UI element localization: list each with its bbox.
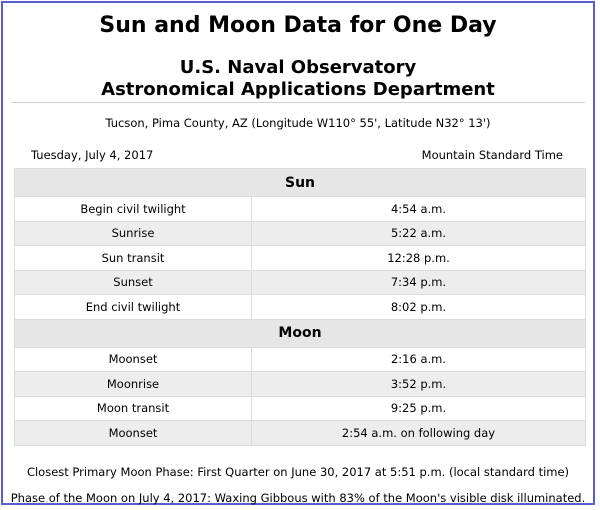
row-value: 8:02 p.m.: [252, 295, 586, 320]
table-row: [15, 270, 586, 295]
sun-heading: Sun: [15, 169, 586, 197]
row-value: 3:52 p.m.: [252, 372, 586, 397]
row-value: 4:54 a.m.: [252, 197, 586, 222]
closest-moon-phase: Closest Primary Moon Phase: First Quarter on June 30, 2017 at 5:51 p.m. (local standard time): [26, 465, 570, 479]
timezone-text: Mountain Standard Time: [421, 148, 563, 162]
row-label: Moonset: [15, 421, 252, 446]
org-name: U.S. Naval Observatory: [179, 57, 417, 78]
row-label: End civil twilight: [15, 295, 252, 320]
section-header-moon: [15, 319, 586, 347]
moon-phase-today: Phase of the Moon on July 4, 2017: Waxing Gibbous with 83% of the Moon's visible disk illuminated.: [10, 491, 586, 505]
table-row: [15, 246, 586, 271]
row-value: 5:22 a.m.: [252, 221, 586, 246]
row-value: 9:25 p.m.: [252, 396, 586, 421]
table-row: [15, 347, 586, 372]
row-value: 7:34 p.m.: [252, 270, 586, 295]
row-label: Sun transit: [15, 246, 252, 271]
date-text: Tuesday, July 4, 2017: [31, 148, 154, 162]
row-value: 2:54 a.m. on following day: [252, 421, 586, 446]
department-name: Astronomical Applications Department: [101, 79, 495, 100]
row-value: 12:28 p.m.: [252, 246, 586, 271]
location-text: Tucson, Pima County, AZ (Longitude W110° 55', Latitude N32° 13'): [105, 116, 491, 130]
table-row: [15, 421, 586, 446]
section-header-sun: [15, 169, 586, 197]
table-row: [15, 295, 586, 320]
sun-moon-table: [14, 168, 586, 446]
page-frame: [1, 1, 595, 505]
table-row: [15, 197, 586, 222]
row-label: Sunset: [15, 270, 252, 295]
row-value: 2:16 a.m.: [252, 347, 586, 372]
table-row: [15, 221, 586, 246]
table-row: [15, 372, 586, 397]
page-title: Sun and Moon Data for One Day: [99, 13, 497, 38]
row-label: Moon transit: [15, 396, 252, 421]
row-label: Moonrise: [15, 372, 252, 397]
moon-heading: Moon: [15, 319, 586, 347]
header-divider: [11, 102, 585, 103]
table-row: [15, 396, 586, 421]
row-label: Moonset: [15, 347, 252, 372]
row-label: Begin civil twilight: [15, 197, 252, 222]
row-label: Sunrise: [15, 221, 252, 246]
